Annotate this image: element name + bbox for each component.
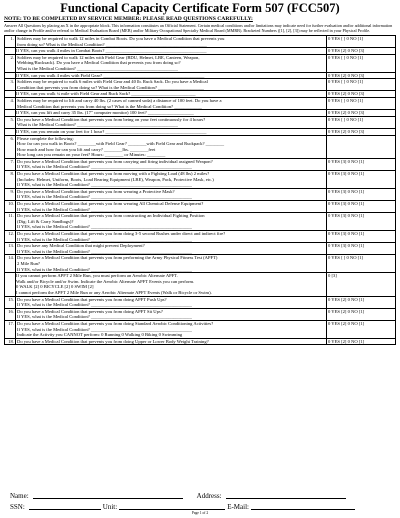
- question-text: [16, 171, 327, 189]
- question-line: Soldiers may be required to walk 12 miles in Combat Boots. Do you have a Medical Condition that prevents you: [17, 36, 225, 41]
- question-number: 11.: [5, 213, 16, 231]
- question-line: If YES, what is the Medical Condition? ____________________________________________: [17, 326, 192, 332]
- question-line: If YES, can you walk 4 miles with Field Gear? ____________________________________________: [16, 72, 205, 78]
- question-text: [16, 231, 327, 243]
- question-line: (Includes: Helmet, Uniform, Boots, Load Bearing Equipment (LBE), Weapon, Pack, Protective Mask, etc.): [17, 176, 214, 182]
- question-line: 0 WALK [2] 0 BICYCLE [2] 0 SWIM [2]: [16, 284, 94, 290]
- question-line: What is the Medical Condition? ____________________________________________: [17, 122, 178, 128]
- name-field[interactable]: [33, 491, 183, 499]
- question-line: How far can you walk in Boots? ________with Field Gear? ________with Field Gear and Ruckpack? ________: [17, 141, 225, 147]
- question-line: If YES, what is the Medical Condition? ____________________________________________: [17, 314, 192, 320]
- question-row: [5, 135, 396, 158]
- question-text: [16, 201, 327, 213]
- question-row: [5, 110, 396, 117]
- answer-options[interactable]: 0 YES [2] 0 NO [3]: [327, 128, 396, 135]
- question-row: [5, 79, 396, 91]
- question-text: [16, 48, 327, 55]
- question-row: [5, 243, 396, 255]
- questions-table: [4, 35, 396, 345]
- question-row: [5, 116, 396, 128]
- question-text: [16, 110, 327, 117]
- note-heading: NOTE: TO BE COMPLETED BY SERVICE MEMBER: PLEASE READ QUESTIONS CAREFULLY:: [4, 16, 253, 22]
- question-row: [5, 36, 396, 48]
- question-number: 1.: [5, 36, 16, 48]
- answer-options[interactable]: 0 YES [3] 0 NO [1]: [327, 188, 396, 200]
- question-number: 14.: [5, 255, 16, 273]
- page-number: Page 1 of 2: [191, 511, 209, 515]
- question-number: 4.: [5, 97, 16, 109]
- question-line: 2 Mile Run?: [17, 260, 40, 266]
- question-line: Soldiers may be required to lift and carry 40 lbs. (2 cases of canned soda) a distance of 100 feet. Do you have a: [17, 97, 222, 103]
- question-row: [5, 91, 396, 98]
- question-text: [16, 255, 327, 273]
- question-text: [16, 213, 327, 231]
- question-line: If YES, what is the Medical Condition? ____________________________________________: [17, 194, 192, 200]
- question-text: [16, 116, 327, 128]
- question-line: If YES, what is the Medical Condition? ____________________________________________: [17, 236, 192, 242]
- question-line: Soldiers may be required to walk 6 miles with Field Gear and 40 lb. Ruck Sack. Do you have a Medical: [17, 79, 208, 85]
- question-line: Do you have a Medical Condition that prevents you from doing Upper or Lower Body Weight Training?: [17, 338, 209, 344]
- name-label: Name:: [10, 492, 29, 500]
- answer-options[interactable]: 0 YES [2] 0 NO [1]: [327, 338, 396, 345]
- question-line: Do you have a Medical Condition that prevents you from doing 3-5 second Rushes under direct and indirect fire?: [17, 231, 226, 236]
- question-line: I cannot perform the APFT 2 Mile Run or any Aerobic Alternate APFT Events (Walk or Bicycle or Swim).: [16, 289, 212, 295]
- question-row: [5, 201, 396, 213]
- question-number: 2.: [5, 54, 16, 72]
- answer-options[interactable]: 0 YES [3] 0 NO [1]: [327, 171, 396, 189]
- answer-options[interactable]: 0 YES [ ] 0 NO [1]: [327, 116, 396, 128]
- question-text: [16, 97, 327, 109]
- footer: [10, 491, 390, 513]
- question-text: [16, 296, 327, 308]
- question-number: [5, 273, 16, 296]
- question-line: Do you have a Medical Condition that prevents you from doing APFT Push Ups?: [17, 296, 167, 302]
- question-number: 15.: [5, 296, 16, 308]
- question-row: [5, 296, 396, 308]
- answer-options[interactable]: 0 YES [2] 0 NO [3]: [327, 72, 396, 79]
- question-line: If YES, what is the Medical Condition? ____________________________________________: [17, 266, 192, 272]
- question-text: [16, 135, 327, 158]
- question-line: Do you have a Medical Condition that prevents you from doing APFT Sit Ups?: [17, 308, 163, 314]
- question-line: Do you have a Medical Condition that prevents you from doing Standard Aerobic Conditioning Activities?: [17, 320, 214, 326]
- question-number: 9.: [5, 188, 16, 200]
- question-text: [16, 308, 327, 320]
- question-line: If YES, can you remain on your feet for 1 hour? ____________________________________________: [16, 128, 207, 134]
- unit-field[interactable]: [119, 502, 225, 510]
- address-label: Address:: [196, 492, 222, 500]
- question-text: [16, 338, 327, 345]
- question-line: Please complete the following:: [17, 135, 74, 141]
- question-line: Do you have a Medical Condition that prevents you from moving with a Fighting Load (48 lbs) 2 miles?: [17, 171, 210, 177]
- question-line: Do you have a Medical Condition that prevents you from constructing an Individual Fighting Position: [17, 213, 205, 219]
- answer-options[interactable]: 0 YES [3] 0 NO [1]: [327, 213, 396, 231]
- question-text: [16, 128, 327, 135]
- question-number: 5.: [5, 116, 16, 128]
- question-row: [5, 273, 396, 296]
- answer-options[interactable]: 0 YES [2] 0 NO [1]: [327, 320, 396, 338]
- question-line: Indicate the Activity you CANNOT perform: 0 Running 0 Walking 0 Biking 0 Swimming: [17, 332, 183, 338]
- question-line: How long can you remain on your feet? Hours: ________ or Minutes: ________: [17, 152, 166, 158]
- question-line: If YES, can you walk 4 miles in Combat Boots? ____________________________________________: [16, 48, 207, 54]
- question-number: [5, 91, 16, 98]
- answer-options[interactable]: 0 YES [ ] 0 NO [1]: [327, 255, 396, 273]
- answer-options[interactable]: 0 YES [ ] 0 NO [1]: [327, 54, 396, 72]
- answer-options[interactable]: 0 YES [ ] 0 NO [1]: [327, 79, 396, 91]
- question-number: 8.: [5, 171, 16, 189]
- question-number: 12.: [5, 231, 16, 243]
- question-row: [5, 97, 396, 109]
- answer-options[interactable]: 0 YES [3] 0 NO [1]: [327, 158, 396, 170]
- question-text: [16, 243, 327, 255]
- question-number: 6.: [5, 135, 16, 158]
- question-line: Do you have any Medical Condition that might prevent Deployment?: [17, 243, 145, 249]
- question-text: [16, 320, 327, 338]
- question-row: [5, 188, 396, 200]
- question-number: [5, 110, 16, 117]
- question-line: from doing so? What is the Medical Condition? ____________________________________________: [17, 41, 207, 47]
- answer-options[interactable]: 0 YES [ ] 0 NO [1]: [327, 97, 396, 109]
- form-title: Functional Capacity Certificate Form 507 (FCC507): [60, 1, 340, 15]
- question-number: 3.: [5, 79, 16, 91]
- address-field[interactable]: [226, 491, 346, 499]
- question-row: [5, 171, 396, 189]
- question-line: Do you have a Medical Condition that prevents you from wearing a Protective Mask?: [17, 188, 175, 194]
- note-text: Answer All Questions by placing an X in the appropriate block. This information constitutes an Official Statement. Certain medical conditions and/or limitations may indicate need for further evaluation and/or additional information and/or change in Profile and/or referral to Medical Evaluation Board (MEB) and/or Military Occupational Specialty Medical Board (MMRB). Bracketed Numbers ([1], [2], [3]) may be reflected in your Physical Profile.: [4, 23, 393, 33]
- email-field[interactable]: [251, 502, 355, 510]
- question-number: 16.: [5, 308, 16, 320]
- question-line: Do you have a Medical Condition that prevents you from wearing All Chemical Defense Equipment?: [17, 201, 204, 207]
- question-line: Do you have a Medical Condition that prevents you from carrying and firing individual assigned Weapon?: [17, 158, 213, 164]
- answer-options[interactable]: 0 YES [2] 0 NO [1]: [327, 296, 396, 308]
- question-line: How much and how far can you lift and carry? ________lbs. ________feet: [17, 146, 156, 152]
- question-line: If YES, what is the Medical Condition? ____________________________________________: [17, 302, 192, 308]
- question-line: If YES, can you lift and carry 35 lbs. (17" computer monitor) 100 feet? ____________________: [16, 110, 194, 116]
- question-line: If YES, what is the Medical Condition? ____________________________________________: [17, 182, 192, 188]
- question-text: [16, 79, 327, 91]
- question-text: [16, 72, 327, 79]
- question-line: If YES, what is the Medical Condition? ____________________________________________: [17, 164, 192, 170]
- answer-options[interactable]: 0 YES [2] 0 NO [3]: [327, 91, 396, 98]
- question-row: [5, 231, 396, 243]
- question-row: [5, 320, 396, 338]
- question-row: [5, 338, 396, 345]
- question-text: [16, 273, 327, 296]
- question-number: 18.: [5, 338, 16, 345]
- answer-options[interactable]: 0 YES [2] 0 NO [3]: [327, 48, 396, 55]
- question-row: [5, 308, 396, 320]
- question-line: If YES, what is the Medical Condition? ____________________________________________: [17, 248, 192, 254]
- form-page: [4, 0, 396, 518]
- question-row: [5, 158, 396, 170]
- question-text: [16, 91, 327, 98]
- question-line: Soldiers may be required to walk 12 miles with Field Gear (BDU, Helmet, LBE, Canteen, Weapon,: [17, 54, 200, 60]
- question-row: [5, 48, 396, 55]
- question-line: If you cannot perform APFT 2 Mile Run, you must perform an Aerobic Alternate APFT.: [16, 273, 178, 279]
- question-line: Do you have a Medical Condition that prevents you from being on your feet continuously for 4 hours?: [17, 116, 206, 122]
- question-line: (Dig; Lift & Carry Sandbags)?: [17, 218, 74, 224]
- question-text: [16, 158, 327, 170]
- question-line: What is the Medical Condition? ____________________________________________: [17, 65, 178, 71]
- question-text: [16, 54, 327, 72]
- answer-options[interactable]: 0 YES [2] 0 NO [3]: [327, 110, 396, 117]
- question-row: [5, 54, 396, 72]
- question-line: If YES, can you walk ¼ mile with Field Gear and Ruck Sack? ____________________________: [16, 91, 196, 97]
- question-text: [16, 188, 327, 200]
- question-line: Webbing/Rucksack). Do you have a Medical Condition that prevents you from doing so?: [17, 60, 181, 66]
- question-line: Do you have a Medical Condition that prevents you from performing the Army Physical Fitness Test (APFT): [17, 255, 218, 261]
- question-line: Condition that prevents you from doing so? What is the Medical Condition? ____________________: [17, 84, 204, 90]
- answer-options[interactable]: 0 YES [3] 0 NO [1]: [327, 243, 396, 255]
- question-number: 7.: [5, 158, 16, 170]
- question-row: [5, 255, 396, 273]
- question-line: Walk and/or Bicycle and/or Swim. Indicate the Aerobic Alternate APFT Events you can perform.: [16, 278, 195, 284]
- question-number: 10.: [5, 201, 16, 213]
- unit-label: Unit:: [102, 503, 118, 511]
- answer-options[interactable]: 0 YES [3] 0 NO [1]: [327, 231, 396, 243]
- answer-options[interactable]: [327, 135, 396, 158]
- question-line: Medical Condition that prevents you from doing so? What is the Medical Condition? ____________: [17, 103, 202, 109]
- question-number: [5, 48, 16, 55]
- ssn-label: SSN:: [10, 503, 25, 511]
- question-row: [5, 213, 396, 231]
- question-line: If YES, what is the Medical Condition? ____________________________________________: [17, 206, 192, 212]
- question-line: If YES, what is the Medical Condition? ____________________________________________: [17, 224, 192, 230]
- answer-options[interactable]: 0 [3]: [327, 273, 396, 296]
- answer-options[interactable]: 0 YES [3] 0 NO [1]: [327, 201, 396, 213]
- question-number: 13.: [5, 243, 16, 255]
- question-number: [5, 72, 16, 79]
- answer-options[interactable]: 0 YES [2] 0 NO [1]: [327, 308, 396, 320]
- question-number: 17.: [5, 320, 16, 338]
- question-row: [5, 128, 396, 135]
- question-row: [5, 72, 396, 79]
- email-label: E-Mail:: [227, 503, 249, 511]
- question-text: [16, 36, 327, 48]
- question-number: [5, 128, 16, 135]
- ssn-field[interactable]: [29, 502, 101, 510]
- answer-options[interactable]: 0 YES [ ] 0 NO [1]: [327, 36, 396, 48]
